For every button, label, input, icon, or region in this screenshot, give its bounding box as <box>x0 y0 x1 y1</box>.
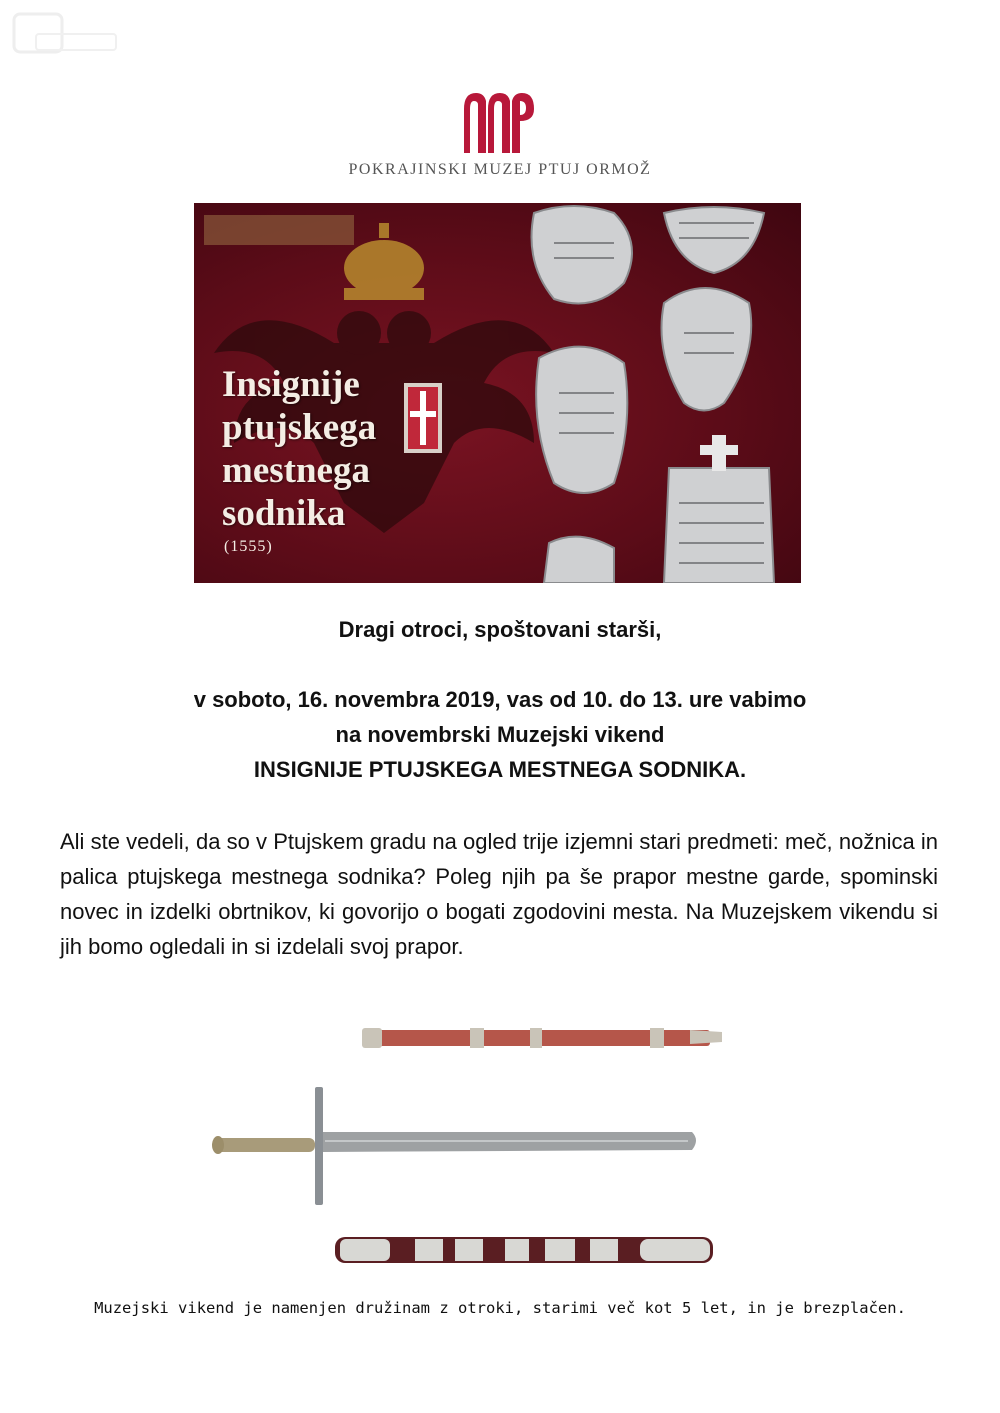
invitation-line-date: v soboto, 16. novembra 2019, vas od 10. do 13. ure vabimo <box>193 687 807 712</box>
museum-logo <box>462 91 536 153</box>
staff-image <box>362 1028 722 1048</box>
banner-year: (1555) <box>224 538 273 555</box>
footer-note: Muzejski vikend je namenjen družinam z otroki, starimi več kot 5 let, in je brezplačen. <box>94 1299 906 1317</box>
banner-title <box>222 363 376 535</box>
invitation-line-event: na novembrski Muzejski vikend <box>335 722 665 747</box>
museum-name: POKRAJINSKI MUZEJ PTUJ ORMOŽ <box>348 161 652 178</box>
banner-title-line: Insignije <box>222 364 360 405</box>
watermark-logo <box>10 8 120 60</box>
greeting: Dragi otroci, spoštovani starši, <box>338 617 662 642</box>
banner-title-line: mestnega <box>222 450 370 491</box>
invitation-line-title: INSIGNIJE PTUJSKEGA MESTNEGA SODNIKA. <box>253 757 747 782</box>
banner-title-line: ptujskega <box>222 407 377 448</box>
banner-title-line: sodnika <box>222 493 346 534</box>
description-paragraph: Ali ste vedeli, da so v Ptujskem gradu na ogled trije izjemni stari predmeti: meč, nožnica in palica ptujskega mestnega sodnika? Poleg njih pa še prapor mestne garde, spominski novec in izdelki obrtnikov, ki govorijo o bogati zgodovini mesta. Na Muzejskem vikendu si jih bomo ogledali in si izdelali svoj prapor. <box>60 829 938 959</box>
insignia-illustration <box>200 1020 740 1275</box>
sword-image <box>212 1087 696 1205</box>
scabbard-image <box>335 1237 713 1263</box>
exhibition-banner <box>194 203 801 583</box>
